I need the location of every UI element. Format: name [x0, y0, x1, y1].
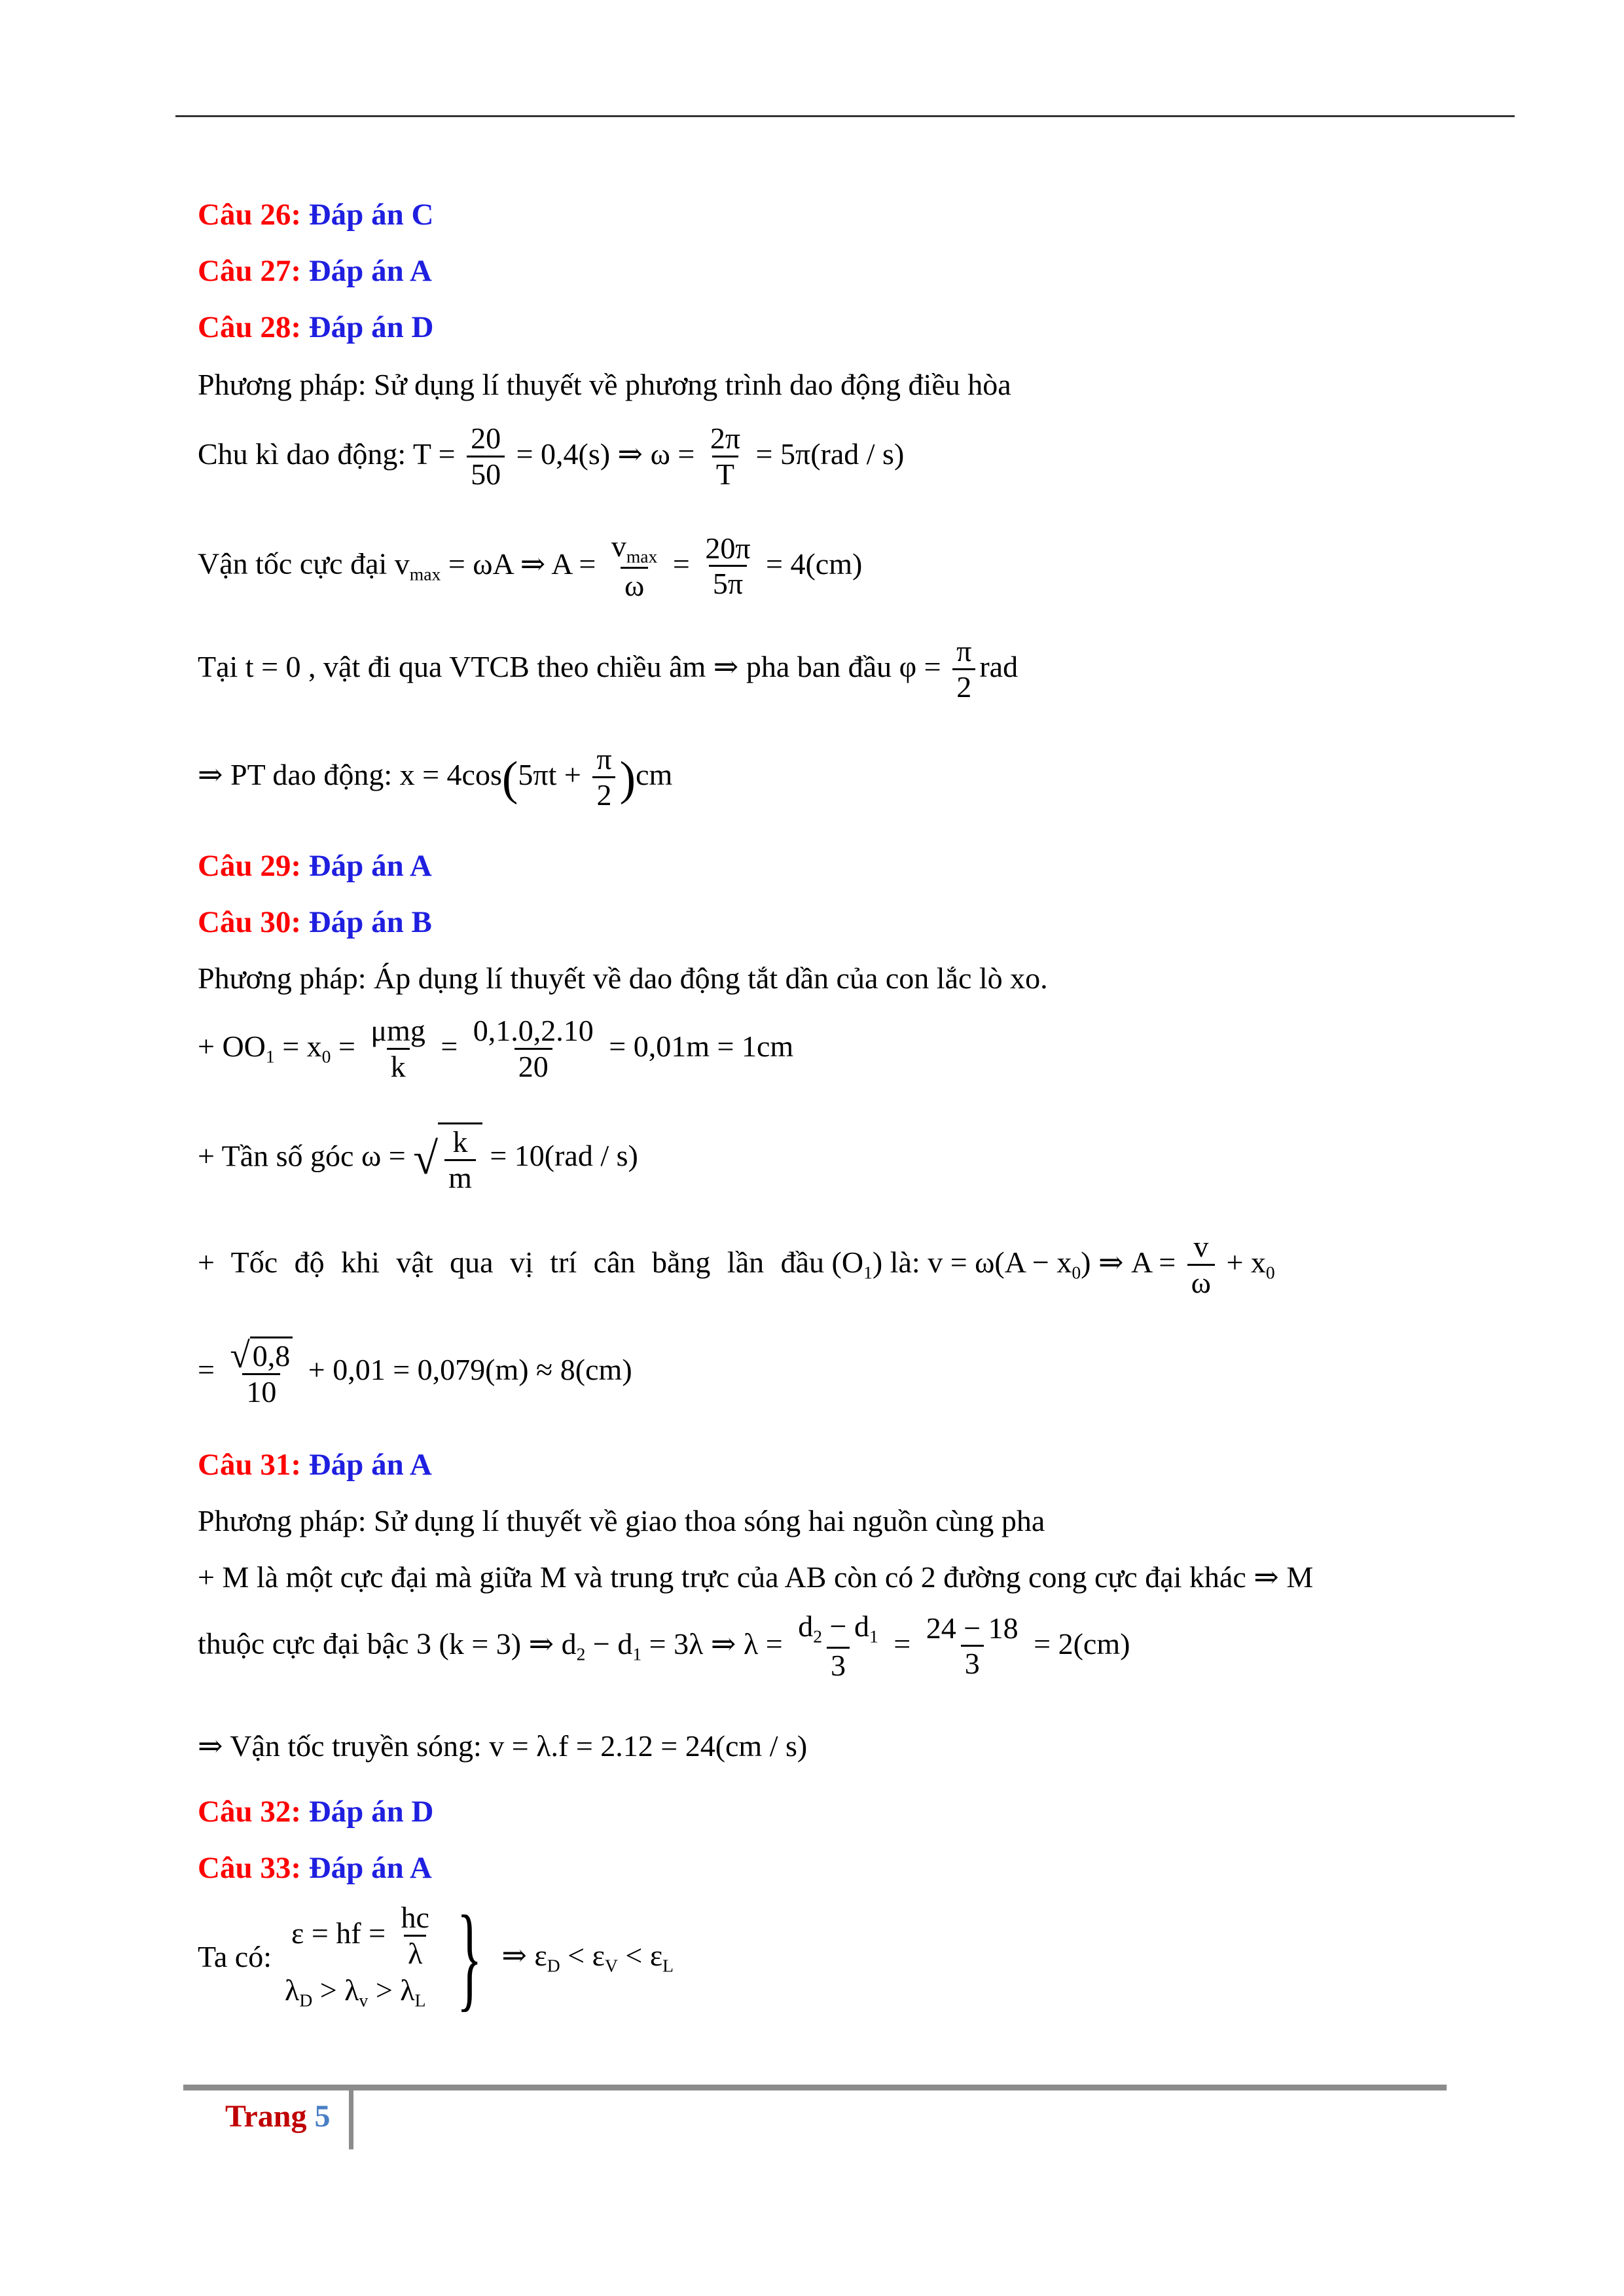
footer-divider: [349, 2089, 353, 2149]
q28-vmax: Vận tốc cực đại $v_{max} = \omega A$ ⇒ A = $\frac{v_{max}}{\omega}$ = $\frac{20\pi}{5\pi}$ = 4(cm): [198, 529, 863, 602]
q30-result: = $\frac{√0,8}{10}$ + 0,01 = 0,079(m) ≈ 8(cm): [198, 1335, 632, 1409]
q33-heading: Câu 33: Đáp án A: [198, 1851, 432, 1885]
q30-x0: + $OO_1 = x_0$ = $\frac{\text{μmg}}{k}$ = $\frac{0,1.0,2.10}{20}$ = 0,01m = 1cm: [198, 1014, 794, 1083]
q28-method: Phương pháp: Sử dụng lí thuyết về phương trình dao động điều hòa: [198, 368, 1011, 401]
q29-heading: Câu 29: Đáp án A: [198, 849, 432, 883]
q28-equation: ⇒ PT dao động: x = 4cos(5πt + $\frac{\pi}{2}$ )cm: [198, 742, 673, 812]
q26-heading: Câu 26: Đáp án C: [198, 198, 434, 232]
header-rule: [175, 115, 1515, 117]
q31-speed: ⇒ Vận tốc truyền sóng: v = λ.f = 2.12 = 24(cm / s): [198, 1729, 808, 1763]
page-number: Trang 5: [225, 2099, 331, 2134]
q33-system: Ta có: ε = hf = $\frac{hc}{\lambda}$ $\lambda_D > \lambda_v > \lambda_L$ } ⇒ $\varepsilon_D < \varepsilon_V < \varepsilon_L$: [198, 1892, 674, 2022]
q28-period: Chu kì dao động: T = $\frac{20}{50}$ = 0,4(s) ⇒ ω = $\frac{2\pi}{T}$ = 5π(rad / s): [198, 422, 905, 491]
q31-lambda: thuộc cực đại bậc 3 (k = 3) ⇒ $d_2 - d_1 = 3\lambda$ ⇒ λ = $\frac{d_2 - d_1}{3}$ = $\frac{24 - 18}{3}$ = 2(cm): [198, 1609, 1130, 1682]
footer-rule: [183, 2085, 1447, 2090]
q30-speed: + Tốc độ khi vật qua vị trí cân bằng lần đầu $(O_1)$ là: $v = \omega(A - x_0)$ ⇒ A = $\frac{v}{\omega}$ + $x_0$: [198, 1230, 1275, 1299]
q31-line1: + M là một cực đại mà giữa M và trung trực của AB còn có 2 đường cong cực đại khác ⇒ M: [198, 1560, 1314, 1594]
q32-heading: Câu 32: Đáp án D: [198, 1795, 434, 1829]
q30-method: Phương pháp: Áp dụng lí thuyết về dao động tắt dần của con lắc lò xo.: [198, 961, 1048, 995]
q28-heading: Câu 28: Đáp án D: [198, 310, 434, 344]
q27-heading: Câu 27: Đáp án A: [198, 254, 432, 288]
q30-omega: + Tần số góc ω = √ $\frac{k}{m}$ = 10(rad / s): [198, 1122, 638, 1195]
q30-heading: Câu 30: Đáp án B: [198, 905, 432, 939]
q31-heading: Câu 31: Đáp án A: [198, 1448, 432, 1482]
right-brace: }: [456, 1892, 482, 2022]
q31-method: Phương pháp: Sử dụng lí thuyết về giao thoa sóng hai nguồn cùng pha: [198, 1504, 1045, 1537]
q28-phase: Tại t = 0 , vật đi qua VTCB theo chiều âm ⇒ pha ban đầu φ = $\frac{\pi}{2}$ rad: [198, 634, 1019, 704]
